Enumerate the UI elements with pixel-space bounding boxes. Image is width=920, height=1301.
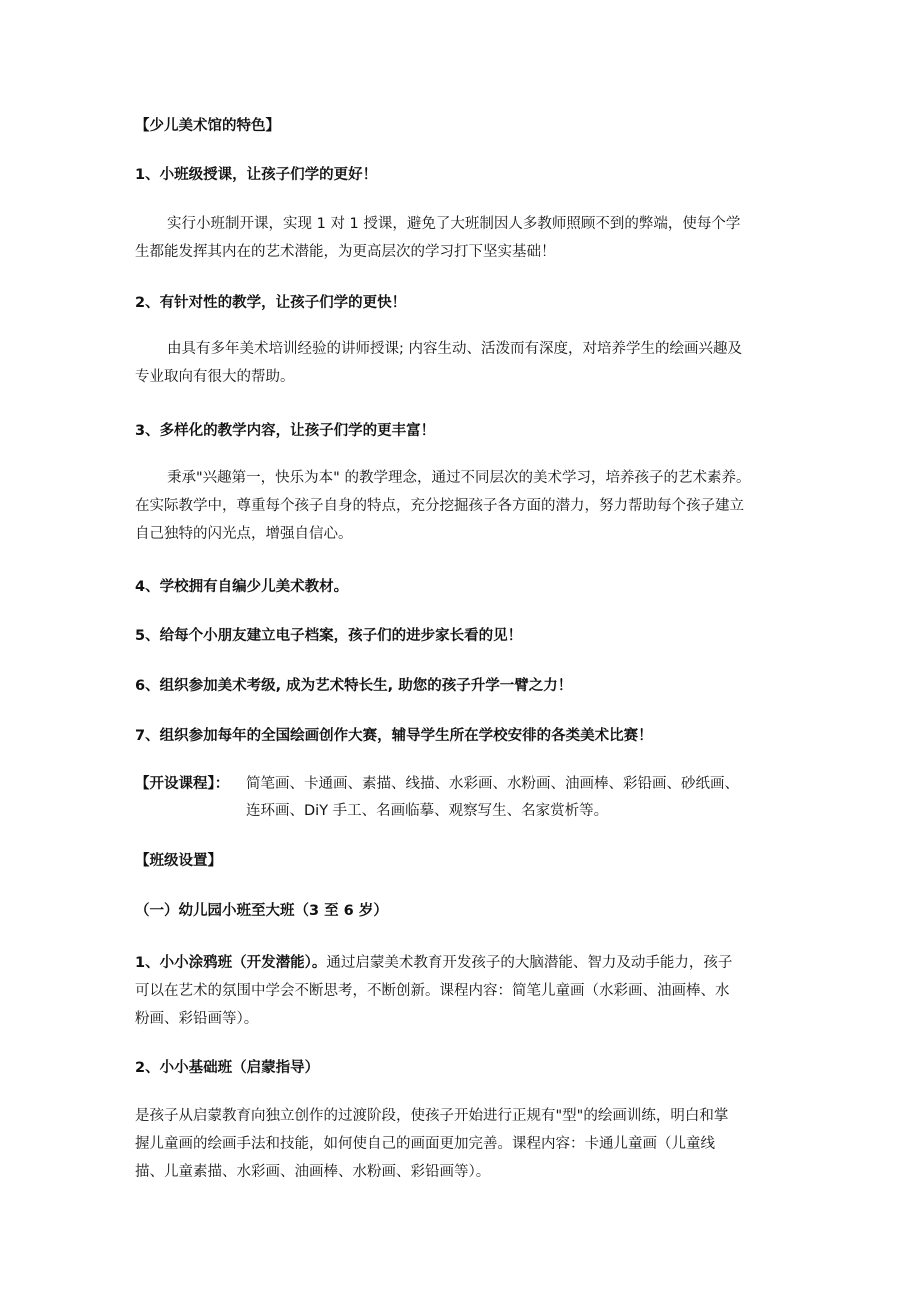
feature-6-title: 6、组织参加美术考级, 成为艺术特长生, 助您的孩子升学一臂之力！ [135,678,573,694]
feature-3-body-line-3: 自己独特的闪光点，增强自信心。 [135,526,353,542]
feature-1-title: 1、小班级授课，让孩子们学的更好！ [135,167,378,183]
class-1-line-3: 粉画、彩铅画等）。 [135,1011,259,1027]
feature-3-body-line-2: 在实际教学中，尊重每个孩子自身的特点，充分挖掘孩子各方面的潜力，努力帮助每个孩子建立 [135,498,744,514]
class-section-title: （一）幼儿园小班至大班（3 至 6 岁） [135,903,388,919]
feature-7-title: 7、组织参加每年的全国绘画创作大赛，辅导学生所在学校安徘的各类美术比赛！ [135,728,653,744]
class-2-title: 2、小小基础班（启蒙指导） [135,1060,320,1076]
feature-4-title: 4、学校拥有自编少儿美术教材。 [135,579,349,595]
courses-label: 【开设课程】： [135,776,230,792]
class-2-line-1: 是孩子从启蒙教育向独立创作的过渡阶段，使孩子开始进行正规有"型"的绘画训练，明白和掌 [135,1108,729,1124]
courses-line-2: 连环画、DiY 手工、名画临摹、观察写生、名家赏析等。 [246,803,609,819]
feature-3-body-line-1: 秉承"兴趣第一，快乐为本" 的教学理念，通过不同层次的美术学习，培养孩子的艺术素养。 [167,470,751,486]
class-1-title: 1、小小涂鸦班（开发潜能）。 [135,955,327,971]
feature-2-body-line-1: 由具有多年美术培训经验的讲师授课; 内容生动、活泼而有深度，对培养学生的绘画兴趣及 [167,341,742,357]
class-2-line-3: 描、儿童素描、水彩画、油画棒、水粉画、彩铅画等）。 [135,1164,491,1180]
feature-2-body-line-2: 专业取向有很大的帮助。 [135,369,295,385]
features-heading: 【少儿美术馆的特色】 [135,118,280,134]
class-1-line-1: 通过启蒙美术教育开发孩子的大脑潜能、智力及动手能力，孩子 [326,955,733,971]
class-1-line-2: 可以在艺术的氛围中学会不断思考，不断创新。课程内容：简笔儿童画（水彩画、油画棒、水 [135,983,730,999]
feature-5-title: 5、给每个小朋友建立电子档案，孩子们的进步家长看的见！ [135,628,523,644]
class-2-line-2: 握儿童画的绘画手法和技能，如何使自己的画面更加完善。课程内容：卡通儿童画（儿童线 [135,1136,715,1152]
classes-heading: 【班级设置】 [135,853,222,869]
courses-line-1: 简笔画、卡通画、素描、线描、水彩画、水粉画、油画棒、彩铅画、砂纸画、 [246,776,739,792]
feature-1-body-line-2: 生都能发挥其内在的艺术潜能，为更高层次的学习打下坚实基础！ [135,244,556,260]
feature-1-body-line-1: 实行小班制开课，实现 1 对 1 授课，避免了大班制因人多教师照顾不到的弊端，使每个学 [167,216,741,232]
feature-3-title: 3、多样化的教学内容，让孩子们学的更丰富！ [135,423,436,439]
class-1-first-line [135,953,732,973]
feature-2-title: 2、有针对性的教学，让孩子们学的更快！ [135,295,407,311]
